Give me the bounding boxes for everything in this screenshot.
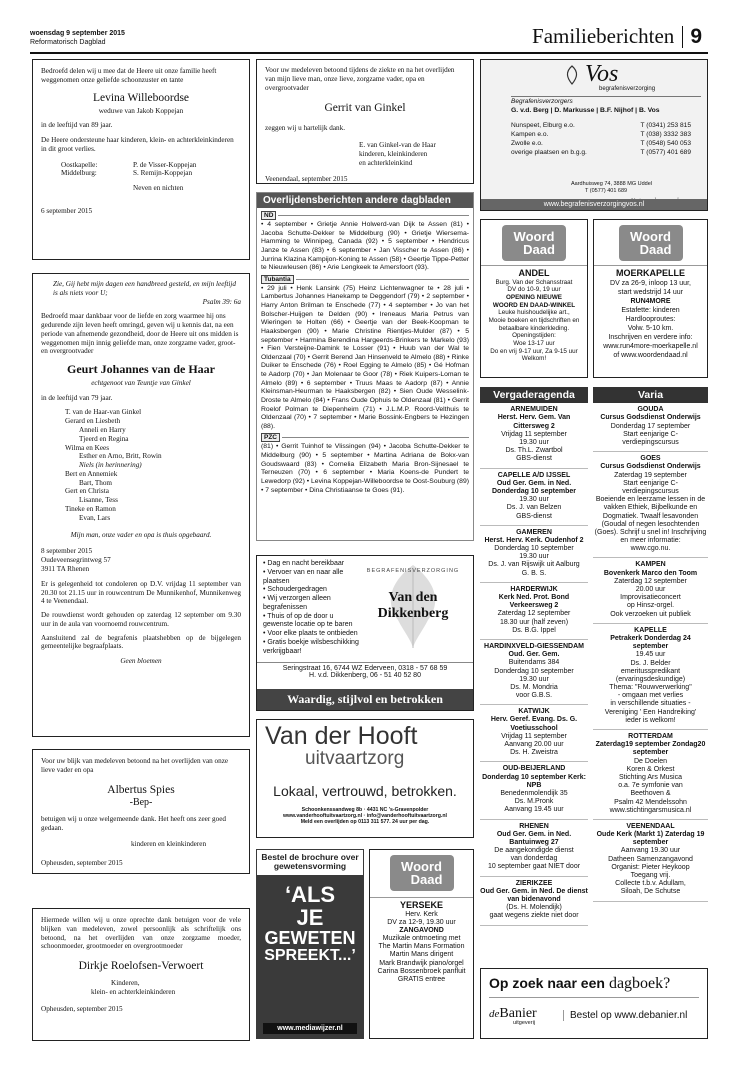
agenda-heading: Herst. Herv. Gem. Van Cittersweg 2	[497, 414, 571, 430]
agenda-line: Vrijdag 11 september	[501, 732, 567, 740]
event-line: Hardlooproutes:	[625, 315, 676, 323]
agenda-place: HARDINXVELD-GIESSENDAM	[484, 642, 584, 650]
agenda-line: G. B. S.	[521, 569, 547, 577]
event-line: Mooie boeken en tijdschriften en	[488, 316, 580, 324]
agenda-line: op Hinsz-orgel.	[626, 602, 675, 610]
event-line: Volw. 5-10 km.	[627, 324, 674, 332]
family-member: Bart, Thom	[79, 478, 113, 487]
agenda-heading: Herst. Herv. Kerk. Oudenhof 2	[484, 536, 584, 544]
family-name: P. de Visser-Koppejan	[133, 160, 197, 169]
deceased-subtitle: echtgenoot van Teuntje van Ginkel	[91, 378, 191, 387]
family-member: Bert en Annemiek	[65, 469, 118, 478]
deceased-name: Dirkje Roelofsen-Verwoert	[78, 960, 204, 973]
agenda-item	[593, 624, 708, 730]
agenda-place: KAPELLE	[634, 626, 667, 634]
family-name: S. Remijn-Koppejan	[133, 169, 193, 178]
address-line: Oudeveensegrintweg 57	[41, 556, 111, 565]
obituaries-title: Overlijdensberichten andere dagbladen	[257, 193, 473, 208]
agenda-place: RHENEN	[519, 822, 549, 830]
announcement-text: De Heere ondersteune haar kinderen, klein- en achterkleinkinderen in dit groot verlies.	[41, 136, 234, 153]
ad-mediawijzer[interactable]	[256, 849, 364, 1039]
section-title: Familieberichten	[532, 24, 675, 48]
agenda-heading: Oud Ger. Gem. in Ned. Donderdag 10 september	[491, 479, 577, 495]
event-line: GRATIS entree	[397, 976, 446, 984]
agenda-line: Beethoven &	[630, 790, 671, 798]
agenda-line: Collecte t.b.v. Adullam,	[615, 880, 686, 888]
event-line: Herv. Kerk	[405, 910, 438, 918]
banier-order-link[interactable]: Bestel op www.debanier.nl	[563, 1010, 687, 1021]
ad-woord-daad-yerseke	[369, 849, 474, 1039]
verse-reference: Psalm 39: 6a	[202, 297, 241, 306]
agenda-heading: Cursus Godsdienst Onderwijs	[600, 463, 701, 471]
agenda-heading: Oud Ger. Gem. in Ned. De dienst van bidenavond	[480, 887, 588, 904]
obituaries-pzc: (81) • Gerrit Tuinhof te Vlissingen (94) • Jacoba Schutte-Dekker te Middelburg (90) • 5 september • Martina Adriana de Bokx-van Goudswaard (83) • Cornelia Elizabeth Maria Bron-Sijnesael te Terneuzen (70) • 6 september • Maria Koens-de Pundert te Lewedorp (92) • Levina Koppejan-Willeboordse te Oost-Souburg (89) • 7 september • Dina Christiaanse te Goes (91).	[261, 443, 469, 494]
family-name: Neven en nichten	[133, 184, 184, 193]
agenda-heading: Oud. Ger. Gem.	[508, 651, 560, 659]
dikkenberg-slogan: Waardig, stijlvol en betrokken	[257, 689, 473, 710]
deceased-name: Geurt Johannes van de Haar	[66, 362, 215, 377]
agenda-line: 19.30 uur	[519, 553, 549, 561]
announcement-place: Veenendaal, september 2015	[265, 175, 348, 184]
family-member: Tjeerd en Regina	[79, 434, 129, 443]
burial-info: Aansluitend zal de begrafenis plaatshebben op de bijgelegen gemeentelijke begraafplaats.	[41, 633, 241, 651]
event-line: DV za 12-9, 19.30 uur	[387, 918, 456, 926]
agenda-heading: Petrakerk Donderdag 24 september	[610, 634, 691, 651]
family-place: Middelburg:	[61, 169, 97, 178]
agenda-line: (Ds. H. Molendijk)	[506, 904, 562, 912]
family-member: Esther en Arno, Britt, Rowin	[79, 452, 162, 461]
agenda-line: Siloah, De Schutse	[620, 888, 681, 896]
announcement-roelofsen	[32, 908, 250, 1041]
agenda-line: Koren & Orkest	[626, 765, 675, 773]
deceased-name: Albertus Spies	[107, 783, 175, 796]
page-number: 9	[690, 24, 702, 48]
agenda-line: Start eenjarige C-	[623, 430, 678, 438]
agenda-place: CAPELLE A/D IJSSEL	[497, 471, 571, 479]
family-member: Lisanne, Tess	[79, 496, 118, 505]
event-place: ANDEL	[481, 265, 587, 279]
agenda-heading: Kerk Ned. Prot. Bond Verkeersweg 2	[498, 594, 570, 610]
agenda-item	[480, 820, 588, 877]
event-line: Openingstijden:	[512, 332, 556, 340]
condolence-info: Er is gelegenheid tot condoleren op D.V. vrijdag 11 september van 20.30 tot 21.15 uur in rouwcentrum De Munnikenhof, Munnikenweg 4 te Veenendaal.	[41, 579, 241, 606]
announcement-van-de-haar	[32, 273, 250, 737]
agenda-heading: Bovenkerk Marco den Toom	[603, 569, 698, 577]
agenda-line: 18.30 uur (half zeven)	[499, 618, 569, 626]
vos-address: Aardhuisweg 74, 3888 MG Uddel T (0577) 401 689	[571, 181, 653, 195]
agenda-line: Donderdag 17 september	[610, 422, 691, 430]
agenda-heading: Herv. Geref. Evang. Ds. G. Voetiusschool	[490, 716, 578, 732]
deceased-age: in de leeftijd van 89 jaar.	[41, 121, 113, 130]
agenda-line: Ds. Th.L. Zwartbol	[505, 447, 563, 455]
deceased-name: Gerrit van Ginkel	[324, 102, 406, 115]
agenda-heading: Oude Kerk (Markt 1) Zaterdag 19 september	[596, 831, 705, 847]
agenda-line: Benedenmolendijk 35	[500, 789, 568, 797]
service-item: • Gratis boekje wilsbeschikking verkrijgbaar!	[263, 638, 359, 655]
agenda-heading: Oud Ger. Gem. in Ned. Bantuinweg 27	[496, 830, 572, 846]
vergaderagenda-title: Vergaderagenda	[480, 387, 588, 403]
paper-tag-tubantia: Tubantia	[261, 275, 294, 284]
announcement-spies	[32, 749, 250, 874]
family-member: Anneli en Harry	[79, 426, 126, 434]
agenda-place: ZIERIKZEE	[515, 879, 553, 887]
agenda-line: Donderdag 10 september	[494, 667, 574, 675]
paper-tag-pzc: PZC	[261, 433, 280, 442]
agenda-line: o.a. 7e symfonie van	[618, 782, 683, 790]
vos-url[interactable]: www.begrafenisverzorgingvos.nl	[481, 199, 707, 210]
vos-names: G. v.d. Berg | D. Markusse | B.F. Nijhof | B. Vos	[511, 107, 660, 114]
agenda-place: GAMEREN	[516, 528, 552, 536]
agenda-line: ieder is welkom!	[625, 716, 676, 724]
address-line: 3911 TA Rhenen	[41, 564, 90, 573]
announcement-place: Opheusden, september 2015	[41, 1004, 123, 1013]
obituaries-other-papers	[256, 192, 474, 541]
event-place: YERSEKE	[370, 897, 473, 911]
agenda-line: Ds. J. Belder	[630, 659, 671, 667]
ad-vos-begrafenisverzorging	[480, 59, 708, 211]
agenda-line: Aanvang 19.45 uur	[504, 806, 564, 814]
announcement-date: 8 september 2015	[41, 547, 93, 556]
dikkenberg-name: Van den Dikkenberg	[377, 590, 449, 621]
event-line: Estafette: kinderen	[621, 306, 680, 314]
agenda-line: Vrijdag 11 september	[501, 430, 567, 438]
family-name: Kinderen,	[111, 979, 140, 988]
dikkenberg-address: Seringstraat 16, 6744 WZ Ederveen, 0318 - 57 68 59	[257, 662, 473, 672]
agenda-line: Improvisatieconcert	[620, 594, 681, 602]
dikkenberg-tag: BEGRAFENISVERZORGING	[366, 568, 460, 574]
agenda-line: 20.00 uur	[635, 586, 666, 594]
event-line: Woe 13-17 uur	[513, 339, 555, 347]
agenda-line: Organist: Pieter Heykoop	[611, 863, 690, 871]
event-line[interactable]: of www.woordendaad.nl	[613, 352, 688, 360]
announcement-place: Opheusden, september 2015	[41, 859, 123, 868]
agenda-place: HARDERWIJK	[510, 585, 558, 593]
family-name: E. van Ginkel-van de Haar	[359, 141, 436, 150]
family-place: Oostkapelle:	[61, 160, 98, 169]
vos-tagline: begrafenisverzorging	[599, 86, 656, 92]
family-member: Niels (in herinnering)	[79, 461, 142, 470]
deceased-nickname: -Bep-	[129, 796, 153, 808]
mediawijzer-word: JE	[296, 904, 324, 930]
service-item: • Thuis of op de door u gewenste locatie op te baren	[263, 612, 353, 629]
agenda-line: Toegang vrij.	[630, 872, 671, 880]
agenda-line: Datheen Samenzangavond	[608, 855, 693, 863]
agenda-place: ROTTERDAM	[628, 733, 673, 741]
agenda-item	[593, 403, 708, 452]
ad-de-banier[interactable]	[480, 968, 708, 1039]
hooft-slogan: Lokaal, vertrouwd, betrokken.	[273, 782, 457, 799]
agenda-place: ARNEMUIDEN	[510, 406, 558, 414]
agenda-line: Psalm 42 Mendelssohn	[614, 798, 687, 806]
header-rule	[30, 52, 708, 54]
event-line: Leuke huishoudelijke art.,	[498, 309, 570, 317]
agenda-line: Zaterdag 12 september	[497, 610, 571, 618]
event-line[interactable]: www.run4more-moerkapelle.nl	[603, 343, 698, 351]
agenda-line: 19.30 uur	[519, 496, 549, 504]
agenda-line: Zaterdag 19 september	[614, 471, 687, 479]
header-dateline	[30, 30, 125, 48]
event-line: Carina Bossenbroek panfluit	[377, 967, 466, 975]
event-line: Welkom!	[521, 355, 547, 363]
deceased-subtitle: weduwe van Jakob Koppejan	[98, 106, 184, 115]
ad-woord-daad-moerkapelle	[593, 219, 708, 378]
agenda-line: emeritusspredikant	[620, 667, 681, 675]
event-line: DV za 26-9, inloop 13 uur,	[610, 279, 691, 287]
agenda-line: voor G.B.S.	[515, 692, 553, 700]
announcement-date: 6 september 2015	[41, 207, 93, 216]
agenda-line: www.cgo.nu.	[630, 545, 671, 553]
agenda-line: 10 september gaat NIET door	[487, 863, 581, 871]
mediawijzer-headline: Bestel de brochure over gewetensvorming	[257, 850, 363, 875]
agenda-line: De aangekondigde dienst	[494, 847, 574, 855]
announcement-text: betuigen wij u onze welgemeende dank. Het heeft ons zeer goed gedaan.	[41, 814, 227, 832]
agenda-line: verdiepingscursus	[622, 487, 679, 495]
agenda-item	[480, 640, 588, 705]
agenda-line: (ervaringsdeskundige)	[615, 675, 686, 683]
event-line: Mark Brandwijk piano/orgel	[379, 959, 464, 967]
paper-tag-nd: ND	[261, 211, 276, 220]
agenda-place: KATWIJK	[518, 708, 550, 716]
service-item: • Voor elke plaats te ontbieden	[263, 630, 358, 637]
agenda-line: 19.30 uur	[519, 675, 549, 683]
varia-title: Varia	[593, 387, 708, 403]
agenda-line: Stichting Ars Musica	[618, 773, 683, 781]
agenda-line: - omgaan met verlies	[617, 692, 684, 700]
agenda-line: 19.45 uur	[635, 651, 666, 659]
hooft-phone: Meld een overlijden op 0113 311 577. 24 uur per dag.	[300, 818, 430, 825]
agenda-line: Vereniging ' Een Handreiking'	[604, 708, 697, 716]
deceased-name: Levina Willeboordse	[92, 91, 190, 104]
agenda-line: 19.30 uur	[519, 439, 549, 447]
agenda-line: www.stichtingarsmusica.nl	[609, 806, 692, 814]
ad-woord-daad-andel	[480, 219, 588, 378]
agenda-item	[593, 730, 708, 820]
woord-en-daad-logo: Woord Daad	[619, 225, 683, 261]
obituaries-tubantia: • 29 juli • Henk Lansink (75) Heinz Lichtenwagner te • 28 juli • Lambertus Johannes Hanekamp te Deggendorf (79) • 2 september • Harry Anton Brilman te Enschede (77) • 4 september • Jo van het Bolscher-Huijgen te Delden (90) • Ireneaus Maria Petrus van Wieringen te Holten (66) • Geertje van der Beek-Koopman te Haaksbergen (90) • Marie Christine Rientjes-Mulder (87) • 5 september • Harmina Berendina Hargeerds-Brinkers te Markelo (93) • Fien Versteijne-Damink te Losser (91) • Huub van der Wal te Oldenzaal (70) • Gerrit Berend Jan Hinsenveld te Almelo (88) • Rinke Duiker te Enschede (76) • Roel Egging te Almelo (85) • Gé Hofman te Aadorp (70) • Jan Molenaar te Goor (78) • Riek Kuipers-Loman te Almelo (89) • 6 september • Truus Maas te Aadorp (87) • Annie Kleinsman-Heurman te Haaksbergen (82) • Sien Oude Wesselink-Droste te Almelo (84) • Frans Oude Ophuis te Oldenzaal (81) • Gerrit Roelof Polman te Diepenheim (71) • J.L.M.P. Roord-Velthuis te Oldenzaal (70) • 7 september • Marie Bossink-Engbers te Hezingen (88).	[261, 284, 469, 430]
agenda-item	[480, 469, 588, 526]
mediawijzer-word: SPREEKT...’	[264, 946, 356, 964]
agenda-item	[480, 762, 588, 819]
banier-headline: Op zoek naar een dagboek?	[489, 975, 699, 998]
event-line: ZANGAVOND	[399, 926, 444, 934]
family-list	[65, 408, 241, 522]
mediawijzer-word: GEWETEN	[264, 927, 356, 948]
service-item: • Vervoer van en naar alle plaatsen	[263, 568, 344, 585]
hooft-web: www.vanderhooftuitvaartzorg.nl · info@vanderhooftuitvaartzorg.nl	[283, 812, 447, 819]
vergaderagenda-column	[480, 387, 588, 963]
announcement-willeboordse	[32, 59, 250, 260]
agenda-line: GBS-dienst	[516, 455, 552, 463]
agenda-line: Zaterdag 12 september	[614, 577, 687, 585]
vos-phone-list: Nunspeet, Elburg e.o. T (0341) 253 815 Kampen e.o. T (038) 3332 383 Zwolle e.o. T (0548) 540 053 overige plaatsen en b.g.g. T (0577) 401 689	[511, 122, 691, 156]
agenda-line: GBS-dienst	[516, 512, 552, 520]
family-member: Gerard en Liesbeth	[65, 417, 121, 426]
woord-en-daad-logo: Woord Daad	[502, 225, 566, 261]
event-line: start wedstrijd 14 uur	[618, 288, 683, 296]
agenda-place: KAMPEN	[635, 561, 666, 569]
family-member: Tineke en Ramon	[65, 505, 116, 514]
family-member: Evan, Lars	[79, 513, 111, 522]
family-member: Wilma en Kees	[65, 443, 110, 452]
agenda-line: Thema: "Rouwverwerking"	[609, 684, 692, 692]
announcement-text: zeggen wij u hartelijk dank.	[265, 124, 346, 133]
event-line: DV do 10-9, 19 uur	[507, 286, 561, 294]
agenda-heading: Zaterdag19 september Zondag20 september	[595, 741, 706, 757]
announcement-intro: Voor uw blijk van medeleven betoond na het overlijden van onze lieve vader en opa	[41, 757, 229, 774]
dikkenberg-logo	[359, 560, 467, 656]
agenda-item	[480, 403, 588, 468]
banier-logo: deBanier uitgeverij	[489, 1006, 537, 1026]
agenda-line: van donderdag	[510, 855, 558, 863]
agenda-place: GOES	[640, 455, 661, 463]
mediawijzer-word: ‘ALS	[284, 881, 336, 907]
ad-van-der-hooft	[256, 719, 474, 838]
agenda-line: Start eenjarige C-	[623, 479, 678, 487]
agenda-item	[593, 820, 708, 902]
announcement-intro: Bedroefd delen wij u mee dat de Heere uit onze familie heeft weggenomen onze geliefde schoonzuster en tante	[41, 67, 217, 84]
varia-column	[593, 387, 708, 963]
hooft-subtitle: uitvaartzorg	[305, 748, 405, 769]
announcement-intro: Bedroefd maar dankbaar voor de liefde en zorg waarmee hij ons gedurende zijn leven heeft omringd, geven wij u kennis dat, na een periode van afnemende gezondheid, door de Heere uit ons midden is weggenomen mijn innig geliefde man, onze zorgzame vader, groot- en overgrootvader	[41, 312, 239, 356]
agenda-item	[593, 452, 708, 558]
agenda-heading: Donderdag 10 september Kerk: NPB	[482, 773, 586, 789]
agenda-line: Ds. M. Mondria	[510, 683, 558, 691]
event-line: Do en vrij 9-17 uur, Za 9-15 uur	[490, 347, 578, 355]
agenda-line: Boeiende en leerzame lessen in de vakken Ethiek, Bijbelkunde en Dogmatiek. Twaalf lesavonden (Goudal of negen lesochtenden (Goes). Schrijf u snel in! Inschrijving en meer informatie:	[594, 496, 707, 545]
agenda-line: Ds. B.G. Ippel	[512, 626, 556, 634]
bible-verse: Zie, Gij hebt mijn dagen een handbreed gesteld, en mijn leeftijd is als niets voor U;	[53, 280, 236, 297]
dikkenberg-contact: H. v.d. Dikkenberg, 06 - 51 40 52 80	[309, 672, 421, 680]
hooft-address: Schoonkenssandweg 8b · 4431 NC 's-Gravenpolder	[301, 806, 429, 813]
vos-subtitle: Begrafenisverzorgers	[511, 98, 573, 105]
announcement-intro: Voor uw medeleven betoond tijdens de ziekte en na het overlijden van mijn lieve man, onze lieve, zorgzame vader, opa en overgrootvader	[265, 66, 455, 92]
agenda-line: Donderdag 10 september	[494, 545, 574, 553]
event-line: The Martin Mans Formation	[378, 943, 465, 951]
vos-logo: Vos	[561, 62, 618, 86]
family-name: klein- en achterkleinkinderen	[91, 987, 176, 996]
agenda-item	[593, 558, 708, 623]
woord-en-daad-logo: Woord Daad	[390, 855, 454, 891]
event-line: Inschrijven en verdere info:	[608, 334, 693, 342]
family-name: en achterkleinkind	[359, 158, 413, 167]
mediawijzer-url[interactable]: www.mediawijzer.nl	[263, 1023, 357, 1034]
agenda-place: GOUDA	[637, 406, 664, 414]
announcement-van-ginkel	[256, 59, 474, 184]
event-line: Muzikale ontmoeting met	[382, 935, 461, 943]
agenda-line: Ook verzoeken uit publiek	[610, 610, 691, 618]
agenda-place: OUD-BEIJERLAND	[502, 765, 566, 773]
service-item: • Schoudergedragen	[263, 586, 327, 594]
agenda-line: Ds. J. van Rijswijk uit Aalburg	[488, 561, 580, 569]
section-header	[532, 24, 702, 49]
hooft-name: Van der Hooft	[265, 722, 418, 750]
event-line: Burg. Van der Schansstraat	[495, 278, 573, 286]
family-name: kinderen, kleinkinderen	[359, 149, 428, 158]
agenda-item	[480, 526, 588, 583]
funeral-info: De rouwdienst wordt gehouden op zaterdag 12 september om 9.30 uur in de aula van voornoemd rouwcentrum.	[41, 611, 241, 628]
announcement-quote: Mijn man, onze vader en opa is thuis opgebaard.	[70, 530, 212, 539]
family-member: T. van de Haar-van Ginkel	[65, 408, 142, 417]
family-member: Gert en Christa	[65, 487, 109, 496]
agenda-place: VEENENDAAL	[626, 822, 675, 830]
agenda-heading: Cursus Godsdienst Onderwijs	[600, 414, 701, 422]
agenda-line: Aanvang 19.30 uur	[620, 847, 681, 855]
agenda-line: in verschillende situaties -	[610, 700, 691, 708]
paper-name: Reformatorisch Dagblad	[30, 38, 106, 46]
agenda-line: gaat wegens ziekte niet door	[489, 912, 579, 920]
agenda-line: Aanvang 20.00 uur	[504, 741, 564, 749]
issue-date: woensdag 9 september 2015	[30, 30, 125, 37]
event-line: OPENING NIEUWE	[506, 293, 562, 301]
family-name: kinderen en kleinkinderen	[131, 840, 207, 849]
agenda-line: Ds. H. Zweistra	[510, 749, 558, 757]
service-item: • Wij verzorgen alleen begrafenissen	[263, 595, 331, 611]
service-item: • Dag en nacht bereikbaar	[263, 560, 345, 567]
flower-icon	[561, 64, 583, 86]
agenda-line: Ds. J. van Belzen	[506, 504, 562, 512]
announcement-intro: Hiermede willen wij u onze oprechte dank betuigen voor de vele blijken van medeleven, zowel persoonlijk als schriftelijk ons betoond, na het overlijden van onze zorgzame moeder, schoonmoeder, grootmoeder en overgrootmoeder	[41, 916, 241, 951]
agenda-line: De Doelen	[633, 757, 668, 765]
agenda-line: Ds. M.Pronk	[514, 798, 554, 806]
agenda-item	[480, 583, 588, 640]
event-place: MOERKAPELLE	[594, 265, 707, 279]
agenda-line: verdiepingscursus	[622, 439, 679, 447]
agenda-item	[480, 705, 588, 762]
event-line: betaalbare kinderkleding.	[498, 324, 570, 332]
agenda-line: Buitendams 384	[508, 659, 560, 667]
event-line: Martin Mans dirigent	[389, 951, 454, 959]
agenda-item	[480, 877, 588, 926]
ad-van-den-dikkenberg	[256, 555, 474, 711]
no-flowers: Geen bloemen	[120, 657, 162, 666]
event-line: RUN4MORE	[630, 297, 671, 305]
obituaries-nd: • 4 september • Grietje Annie Holwerd-van Dijk te Assen (81) • Jacoba Schutte-Dekker te Middelburg (90) • Grietje Wiersema-Hamming te Winnipeg, Canada (92) • 5 september • Hendricus Janze te Assen (83) • 6 september • Jan Visscher te Assen (86) • Jurrina Klazina Kampijon-Koning te Assen (58) • Geertje Tippe-Petter te Nieuwleusen (86) • Arie Lengkeek te Amersfoort (93).	[261, 221, 469, 272]
event-line: WOORD EN DAAD-WINKEL	[492, 301, 576, 309]
deceased-age: in de leeftijd van 79 jaar.	[41, 393, 113, 402]
